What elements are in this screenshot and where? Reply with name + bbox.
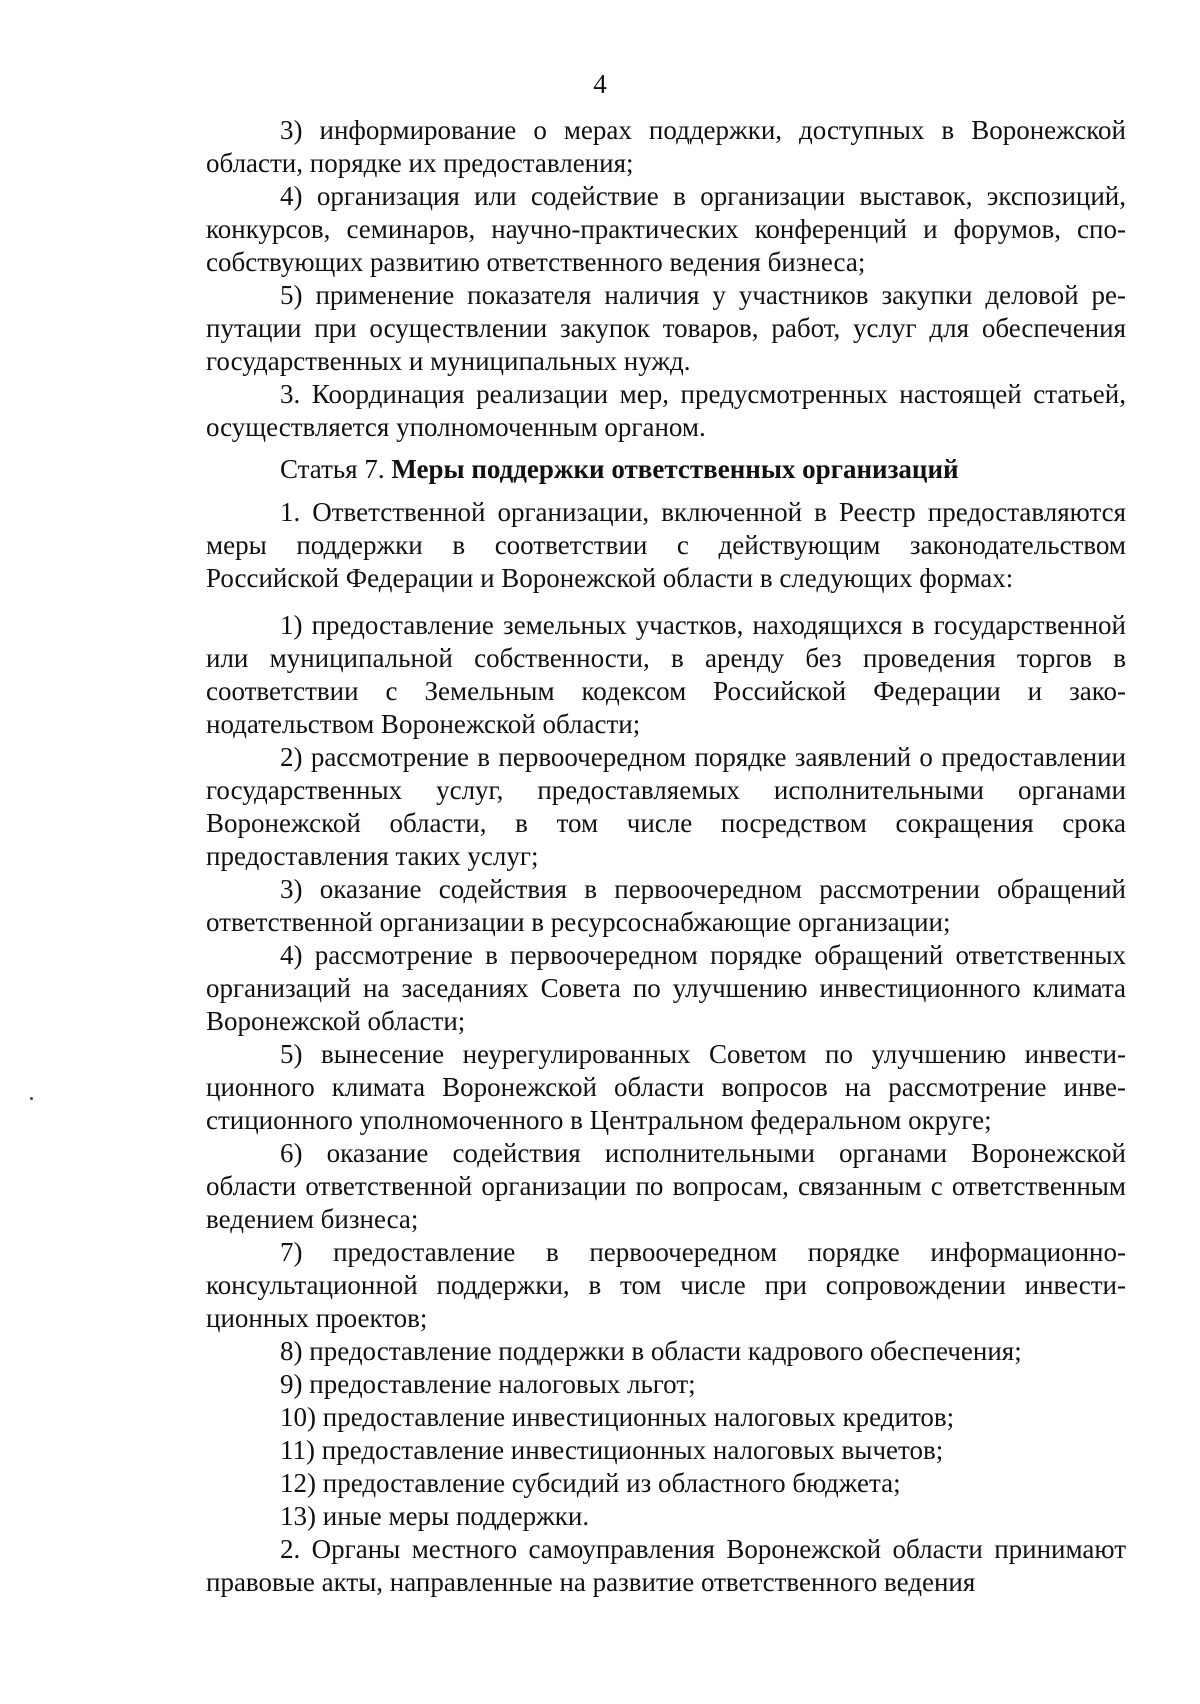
measure-item-13: 13) иные меры поддержки.	[280, 1501, 590, 1531]
paragraph-item-3-informing: 3) информирование о мерах поддержки, доступных в Воронежской области, порядке их предоставления;	[206, 115, 1126, 178]
article-number: Статья 7.	[280, 454, 385, 484]
paragraph-clause-3-coordination: 3. Координация реализации мер, предусмотренных настоящей статьей, осуществляется уполномоченным органом.	[206, 379, 1126, 442]
article-title: Меры поддержки ответственных организаций	[391, 454, 959, 484]
measure-item-2: 2) рассмотрение в первоочередном порядке заявлений о предоставлении государственных услуг, предоставляемых исполнительными органами Воронежской области, в том числе посредством сокращения срока предоставления таких услуг;	[206, 742, 1126, 871]
paragraph-item-5-reputation: 5) применение показателя наличия у участников закупки деловой репутации при осуществлении закупок товаров, работ, услуг для обеспечения государственных и муниципальных нужд.	[206, 280, 1126, 376]
scan-speck	[30, 1097, 33, 1100]
measure-item-11: 11) предоставление инвестиционных налоговых вычетов;	[280, 1435, 944, 1465]
measure-item-1: 1) предоставление земельных участков, находящихся в государственной или муниципальной собственности, в аренду без проведения торгов в соответствии с Земельным кодексом Российской Федерации и законодательством Воронежской области;	[206, 610, 1126, 739]
article-heading	[206, 453, 1126, 486]
measure-item-6: 6) оказание содействия исполнительными органами Воронежской области ответственной организации по вопросам, связанным с ответственным ведением бизнеса;	[206, 1138, 1126, 1234]
measure-item-7: 7) предоставление в первоочередном порядке информационно-консультационной поддержки, в том числе при сопровождении инвестиционных проектов;	[206, 1237, 1126, 1333]
final-paragraph: 2. Органы местного самоуправления Воронежской области принимают правовые акты, направленные на развитие ответственного ведения	[206, 1534, 1126, 1597]
measure-item-12: 12) предоставление субсидий из областного бюджета;	[280, 1468, 901, 1498]
measure-item-9: 9) предоставление налоговых льгот;	[280, 1369, 696, 1399]
measure-item-5: 5) вынесение неурегулированных Советом по улучшению инвестиционного климата Воронежской области вопросов на рассмотрение инвестиционного уполномоченного в Центральном федеральном округе;	[206, 1039, 1126, 1135]
measure-item-8: 8) предоставление поддержки в области кадрового обеспечения;	[280, 1336, 1022, 1366]
measure-item-4: 4) рассмотрение в первоочередном порядке обращений ответственных организаций на заседаниях Совета по улучшению инвестиционного климата Воронежской области;	[206, 940, 1126, 1036]
page-number: 4	[593, 69, 607, 99]
measure-item-10: 10) предоставление инвестиционных налоговых кредитов;	[280, 1402, 955, 1432]
article-intro-paragraph: 1. Ответственной организации, включенной в Реестр предоставляются меры поддержки в соответствии с действующим законодательством Российской Федерации и Воронежской области в следующих формах:	[206, 497, 1126, 593]
paragraph-item-4-events: 4) организация или содействие в организации выставок, экспозиций, конкурсов, семинаров, научно-практических конференций и форумов, способствующих развитию ответственного ведения бизнеса;	[206, 181, 1126, 277]
document-body	[206, 114, 1126, 1599]
measure-item-3: 3) оказание содействия в первоочередном рассмотрении обращений ответственной организации в ресурсоснабжающие организации;	[206, 874, 1126, 937]
